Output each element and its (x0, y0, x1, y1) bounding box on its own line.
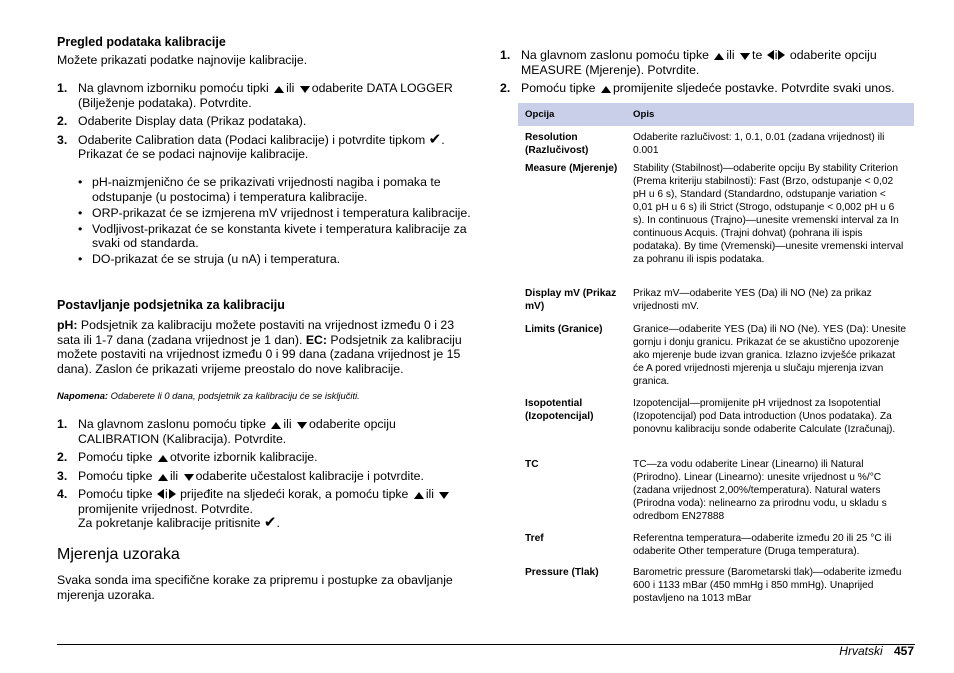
section-title-calibration-data: Pregled podataka kalibracije (57, 35, 226, 49)
step-2: 2. Pomoću tipke otvorite izbornik kalibracije. (57, 450, 318, 464)
table-row: Limits (Granice) Granice—odaberite YES (Da) ili NO (Ne). YES (Da): Unesite gornju i donju granicu. Prikazat će se akustično upozorenje ako mjerenje bude izvan granica. Izlazno izvješće prikazat će A pored vrijednosti mjerenja u slučaju mjerenja izvan granica. (525, 324, 907, 387)
page-footer (839, 644, 914, 658)
table-row: TC TC—za vodu odaberite Linear (Linearno) ili Natural (Prirodno). Linear (Linearno): unesite vrijednost u %/°C (zadana vrijednost 2,00%/temperatura). Natural waters (Prirodna voda): nelinearno za prirodnu vodu, u skladu s odredbom EN27888 (525, 459, 887, 522)
up-arrow-key-icon (271, 422, 281, 429)
reminder-description: pH: Podsjetnik za kalibraciju možete postaviti na vrijednost između 0 i 23 sata ili 1-7 dana (zadana vrijednost je 1 dan). EC: Podsjetnik za kalibraciju možete postaviti na vrijednost između 0 i 99 dana (zadana vrijednost je 15 dana). Zaslon će prikazati vrijeme preostalo do nove kalibracije. (57, 318, 462, 376)
sample-measurement-text: Svaka sonda ima specifične korake za pripremu i postupke za obavljanje mjerenja uzoraka. (57, 573, 453, 602)
table-header-row (518, 103, 914, 126)
section-title-sample-measurement: Mjerenja uzoraka (57, 546, 180, 563)
right-arrow-key-icon (169, 489, 176, 499)
step-1: 1. Na glavnom zaslonu pomoću tipke ili te i odaberite opciju MEASURE (Mjerenje). Potvrdite. (500, 48, 877, 77)
table-row: Isopotential (Izopotencijal) Izopotencijal—promijenite pH vrijednost za Isopotential (Izopotencijal) pod Data introduction (Unos podataka). Za ponovnu kalibraciju sonde odaberite Calculate (Izračunaj). (525, 398, 896, 435)
step-2: 2. Odaberite Display data (Prikaz podataka). (57, 114, 307, 128)
step-3: 3. Odaberite Calibration data (Podaci kalibracije) i potvrdite tipkom ✔. Prikazat će se podaci najnovije kalibracije. (57, 130, 445, 161)
down-arrow-key-icon (300, 86, 310, 93)
down-arrow-key-icon (184, 474, 194, 481)
up-arrow-key-icon (158, 455, 168, 462)
bullet-ph: • pH-naizmjenično će se prikazivati vrijednosti nagiba i pomaka te odstupanje (u postocima) i temperatura kalibracije. (78, 175, 473, 204)
table-row: Pressure (Tlak) Barometric pressure (Barometarski tlak)—odaberite između 600 i 1133 mBar (450 mmHg i 850 mmHg). Unaprijed postavljeno na 1013 mBar (525, 567, 902, 604)
table-header-description: Opis (626, 103, 914, 126)
up-arrow-key-icon (274, 86, 284, 93)
measure-steps (500, 48, 915, 96)
step-3: 3. Pomoću tipke ili odaberite učestalost kalibracije i potvrdite. (57, 468, 424, 483)
up-arrow-key-icon (158, 474, 168, 481)
checkmark-confirm-icon: ✔ (428, 130, 442, 148)
bullet-do: • DO-prikazat će se struja (u nA) i temperatura. (78, 252, 473, 267)
calibration-data-steps (57, 81, 473, 162)
up-arrow-key-icon (601, 86, 611, 93)
footer-divider (57, 644, 915, 645)
left-arrow-key-icon (767, 50, 774, 60)
table-row: Tref Referentna temperatura—odaberite između 20 ili 25 °C ili odaberite Other temperature (Druga temperatura). (525, 533, 892, 557)
table-header-option: Opcija (518, 103, 626, 126)
section-intro: Možete prikazati podatke najnovije kalibracije. (57, 53, 308, 67)
page-number: 457 (893, 644, 914, 658)
step-1: 1. Na glavnom zaslonu pomoću tipke ili odaberite opciju CALIBRATION (Kalibracija). Potvrdite. (57, 417, 396, 446)
step-1: 1. Na glavnom izborniku pomoću tipki ili odaberite DATA LOGGER (Bilježenje podataka). Potvrdite. (57, 81, 453, 110)
up-arrow-key-icon (414, 492, 424, 499)
table-row: Resolution (Razlučivost) Odaberite razlučivost: 1, 0.1, 0.01 (zadana vrijednost) ili 0.001 (525, 132, 885, 156)
table-row: Measure (Mjerenje) Stability (Stabilnost)—odaberite opciju By stability Criterion (Prema kriteriju stabilnosti): Fast (Brzo, odstupanje < 0,02 pH u 6 s), Standard (Standardno, odstupanje variation < 0,01 pH u 6 s) ili Strict (Strogo, odstupanje < 0,002 pH u 6 s). In continuous (Trajno)—unesite vremenski interval za In continuous Acquis. (Trajni dohvat) (pohrana ili ispis podataka). By time (Vremenski)—unesite vremenski interval za pohranu ili ispis podataka. (525, 163, 904, 265)
down-arrow-key-icon (740, 53, 750, 60)
down-arrow-key-icon (439, 492, 449, 499)
left-arrow-key-icon (157, 489, 164, 499)
note: Napomena: Odaberete li 0 dana, podsjetnik za kalibraciju će se isključiti. (57, 390, 360, 401)
section-title-calibration-reminder: Postavljanje podsjetnika za kalibraciju (57, 298, 285, 312)
measure-settings-table (518, 103, 914, 605)
up-arrow-key-icon (714, 53, 724, 60)
step-2: 2. Pomoću tipke promijenite sljedeće postavke. Potvrdite svaki unos. (500, 81, 895, 95)
table-row: Display mV (Prikaz mV) Prikaz mV—odaberite YES (Da) ili NO (Ne) za prikaz vrijednosti mV. (525, 288, 872, 312)
checkmark-confirm-icon: ✔ (263, 514, 277, 531)
right-arrow-key-icon (778, 50, 785, 60)
calibration-reminder-steps (57, 417, 473, 531)
down-arrow-key-icon (297, 422, 307, 429)
bullet-orp: • ORP-prikazat će se izmjerena mV vrijednost i temperatura kalibracije. (78, 206, 473, 221)
bullet-conductivity: • Vodljivost-prikazat će se konstanta kivete i temperatura kalibracije za svaki od standarda. (78, 222, 473, 251)
footer-language: Hrvatski (839, 644, 883, 658)
step-4: 4. Pomoću tipke i prijeđite na sljedeći korak, a pomoću tipke ili promijenite vrijednost. Potvrdite. Za pokretanje kalibracije pritisnite ✔. (57, 487, 473, 531)
calibration-data-bullets (78, 175, 473, 268)
